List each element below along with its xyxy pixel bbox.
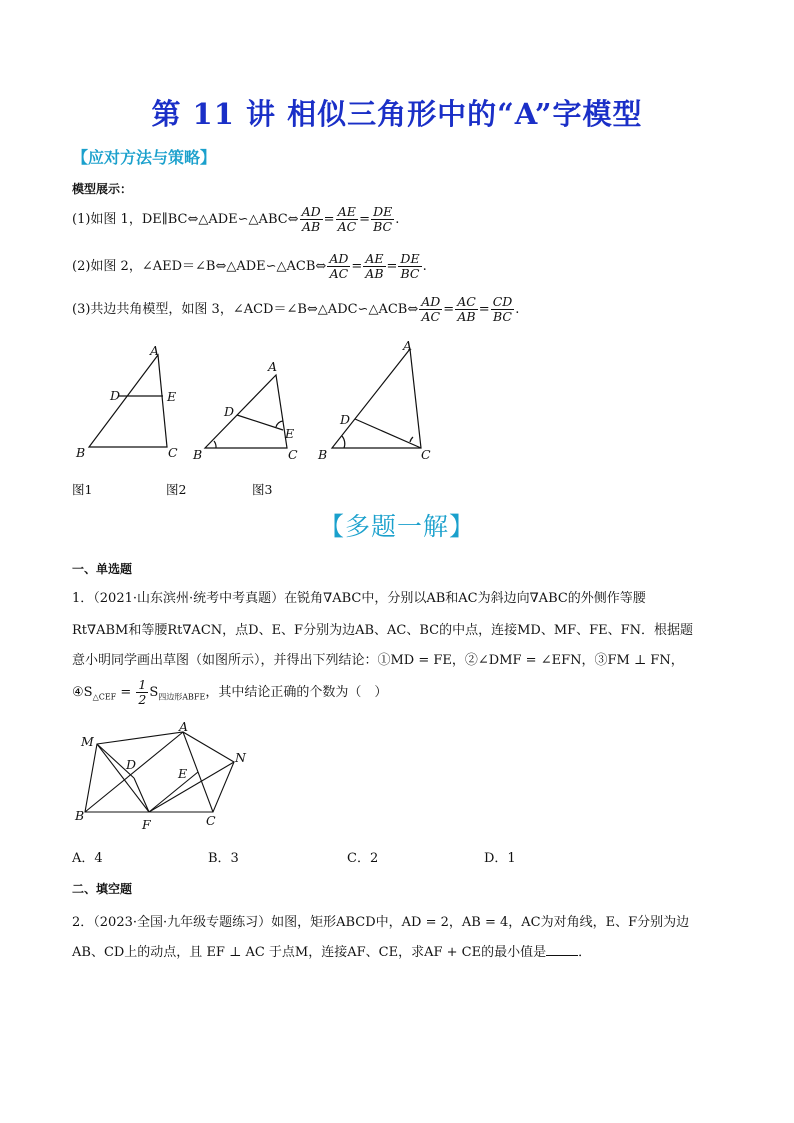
fraction: $\frac{AD}{AB}$	[301, 204, 321, 234]
model-3-text: (3)共边共角模型，如图 3，∠ACD＝∠B⇔△ADC∽△ACB⇔	[72, 302, 419, 317]
q1-label-f: F	[142, 817, 151, 832]
fig2-label-d: D	[224, 404, 235, 419]
model-label: 模型展示：	[72, 182, 133, 196]
q1-label-m: M	[81, 734, 94, 749]
fig1-label-a: A	[150, 343, 160, 358]
fig3-label-a: A	[403, 338, 413, 353]
choice-b[interactable]: B．3	[208, 851, 239, 866]
model-1-text: (1)如图 1，DE∥BC⇔△ADE∽△ABC⇔	[72, 212, 299, 227]
fig2-label-c: C	[288, 447, 298, 462]
fraction: $\frac{AE}{AC}$	[337, 204, 357, 234]
fig1-label-e: E	[167, 389, 177, 404]
figure-caption-3: 图3	[252, 482, 273, 497]
fig2-label-e: E	[285, 426, 295, 441]
section-1-heading: 一、单选题	[72, 562, 133, 576]
model-figures	[70, 335, 450, 465]
model-2-text: (2)如图 2，∠AED＝∠B⇔△ADE∽△ACB⇔	[72, 259, 327, 274]
banner-heading: 【多题一解】	[318, 512, 475, 541]
fraction: $\frac{DE}{BC}$	[400, 251, 420, 281]
model-line-3: (3)共边共角模型，如图 3，∠ACD＝∠B⇔△ADC∽△ACB⇔ $\frac{AD}{AC}$ = $\frac{AC}{AB}$ = $\frac{CD}{BC}$ .	[72, 294, 520, 324]
fraction: $\frac{CD}{BC}$	[492, 294, 513, 324]
choice-a[interactable]: A．4	[72, 851, 103, 866]
q1-line-1: 1．（2021·山东滨州·统考中考真题）在锐角∇ABC中，分别以AB和AC为斜边向∇ABC的外侧作等腰	[72, 591, 646, 606]
fig1-label-c: C	[168, 445, 178, 460]
fig3-label-d: D	[340, 412, 351, 427]
model-line-2: (2)如图 2，∠AED＝∠B⇔△ADE∽△ACB⇔ $\frac{AD}{AC}$ = $\frac{AE}{AB}$ = $\frac{DE}{BC}$ .	[72, 251, 427, 281]
q1-line-4: $④S_{\triangle CEF}$ = $\frac{1}{2}$ $S_{四边形ABFE}$，其中结论正确的个数为（ ）	[72, 677, 388, 707]
q1-label-b: B	[75, 808, 85, 823]
q1-label-a: A	[179, 719, 189, 734]
q1-label-e: E	[178, 766, 188, 781]
fig1-label-b: B	[76, 445, 86, 460]
q1-figure	[70, 718, 270, 836]
fraction: $\frac{AC}{AB}$	[457, 294, 476, 324]
fig3-label-c: C	[421, 447, 431, 462]
answer-blank[interactable]	[546, 955, 578, 956]
figure-3	[332, 349, 421, 448]
fraction: $\frac{DE}{BC}$	[373, 204, 393, 234]
fraction: $\frac{AD}{AC}$	[421, 294, 441, 324]
figure-caption-1: 图1	[72, 482, 93, 497]
fig3-label-b: B	[318, 447, 328, 462]
fig1-label-d: D	[110, 388, 121, 403]
figure-caption-2: 图2	[166, 482, 187, 497]
q2-line-2: AB、CD上的动点，且 EF ⊥ AC 于点M，连接AF、CE，求AF + CE的最小值是 ．	[72, 945, 592, 960]
section-2-heading: 二、填空题	[72, 882, 133, 896]
fig2-label-a: A	[268, 359, 278, 374]
q2-line-1: 2．（2023·全国·九年级专题练习）如图，矩形ABCD中，AD = 2，AB = 4，AC为对角线，E、F分别为边	[72, 915, 690, 930]
q1-line-3: 意小明同学画出草图（如图所示），并得出下列结论：①MD = FE，②∠DMF = ∠EFN，③FM ⊥ FN，	[72, 653, 684, 668]
strategy-heading: 【应对方法与策略】	[72, 148, 217, 167]
model-line-1: (1)如图 1，DE∥BC⇔△ADE∽△ABC⇔ $\frac{AD}{AB}$ = $\frac{AE}{AC}$ = $\frac{DE}{BC}$ .	[72, 204, 400, 234]
figure-2	[205, 375, 287, 448]
q1-label-d: D	[126, 757, 137, 772]
q1-label-c: C	[206, 813, 216, 828]
fig2-label-b: B	[193, 447, 203, 462]
figure-1	[89, 355, 167, 447]
choice-d[interactable]: D．1	[484, 851, 516, 866]
fraction: $\frac{1}{2}$	[138, 677, 147, 707]
page-title: 第 11 讲 相似三角形中的“A”字模型	[151, 97, 643, 131]
fraction: $\frac{AE}{AB}$	[365, 251, 384, 281]
choice-c[interactable]: C．2	[347, 851, 379, 866]
q1-label-n: N	[235, 750, 246, 765]
fraction: $\frac{AD}{AC}$	[329, 251, 349, 281]
q1-line-2: Rt∇ABM和等腰Rt∇ACN，点D、E、F分别为边AB、AC、BC的中点，连接MD、MF、FE、FN．根据题	[72, 623, 694, 638]
